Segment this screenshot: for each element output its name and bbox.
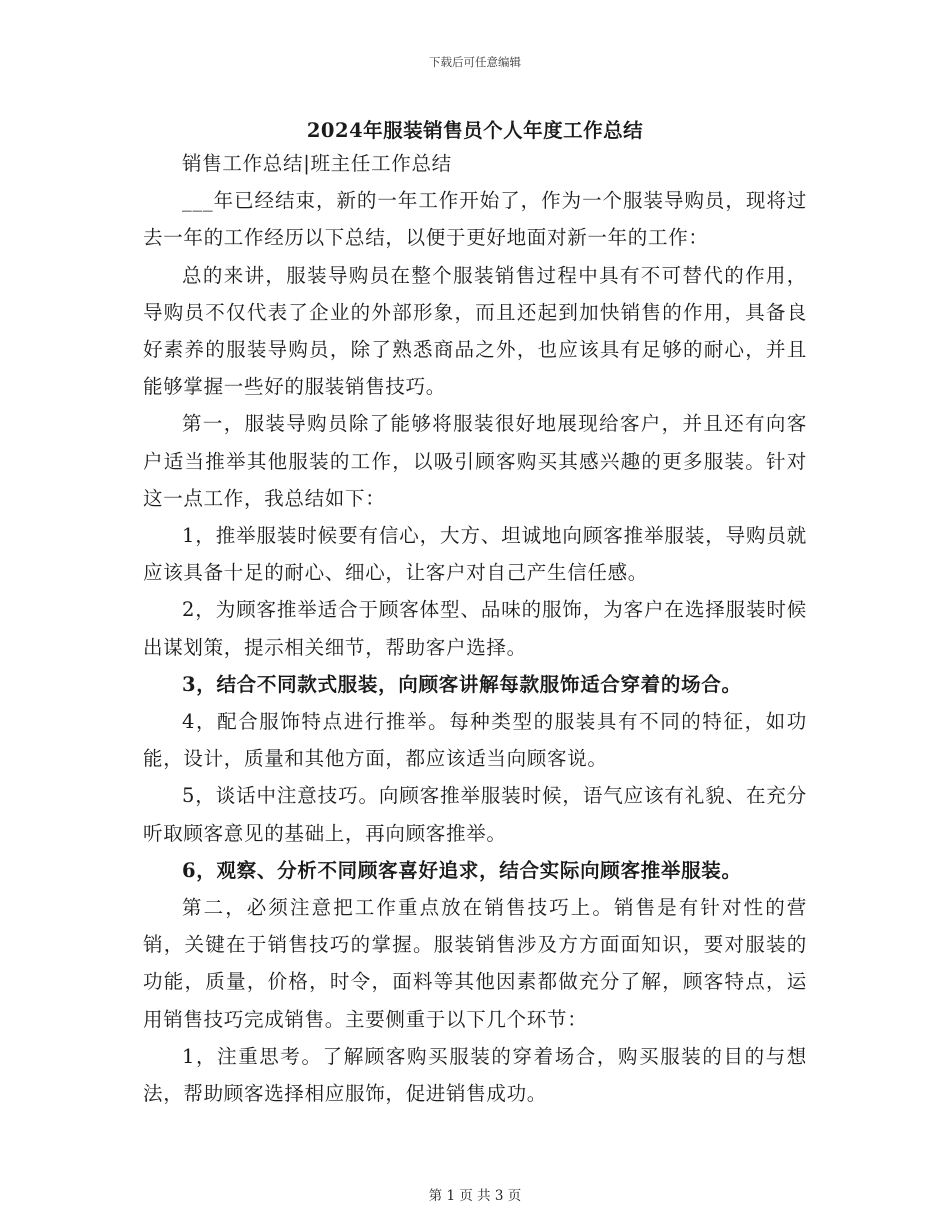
paragraph: 2，为顾客推举适合于顾客体型、品味的服饰，为客户在选择服装时候出谋划策，提示相关细节，帮助客户选择。 xyxy=(143,598,807,659)
document-body xyxy=(143,145,807,1112)
paragraph: 第二，必须注意把工作重点放在销售技巧上。销售是有针对性的营销，关键在于销售技巧的掌握。服装销售涉及方方面面知识，要对服装的功能，质量，价格，时令，面料等其他因素都做充分了解，顾客特点，运用销售技巧完成销售。主要侧重于以下几个环节： xyxy=(143,896,807,1031)
paragraph: 第一，服装导购员除了能够将服装很好地展现给客户，并且还有向客户适当推举其他服装的工作，以吸引顾客购买其感兴趣的更多服装。针对这一点工作，我总结如下： xyxy=(143,412,807,510)
document-title: 2024年服装销售员个人年度工作总结 xyxy=(306,119,644,142)
paragraph: 总的来讲，服装导购员在整个服装销售过程中具有不可替代的作用，导购员不仅代表了企业的外部形象，而且还起到加快销售的作用，具备良好素养的服装导购员，除了熟悉商品之外，也应该具有足够的耐心，并且能够掌握一些好的服装销售技巧。 xyxy=(143,263,807,399)
paragraph: 1，推举服装时候要有信心，大方、坦诚地向顾客推举服装，导购员就应该具备十足的耐心、细心，让客户对自己产生信任感。 xyxy=(143,524,807,585)
paragraph-bold: 3，结合不同款式服装，向顾客讲解每款服饰适合穿着的场合。 xyxy=(182,672,742,696)
paragraph: 5，谈话中注意技巧。向顾客推举服装时候，语气应该有礼貌、在充分听取顾客意见的基础上，再向顾客推举。 xyxy=(143,784,807,845)
paragraph: 销售工作总结|班主任工作总结 xyxy=(182,152,452,175)
paragraph: 4，配合服饰特点进行推举。每种类型的服装具有不同的特征，如功能，设计，质量和其他方面，都应该适当向顾客说。 xyxy=(143,710,807,771)
page-number-footer: 第 1 页 共 3 页 xyxy=(428,1188,522,1204)
paragraph: ___年已经结束，新的一年工作开始了，作为一个服装导购员，现将过去一年的工作经历以下总结，以便于更好地面对新一年的工作： xyxy=(143,189,807,250)
paragraph: 1，注重思考。了解顾客购买服装的穿着场合，购买服装的目的与想法，帮助顾客选择相应服饰，促进销售成功。 xyxy=(143,1044,807,1106)
paragraph-bold: 6，观察、分析不同顾客喜好追求，结合实际向顾客推举服装。 xyxy=(182,858,742,882)
header-note: 下载后可任意编辑 xyxy=(429,55,521,69)
